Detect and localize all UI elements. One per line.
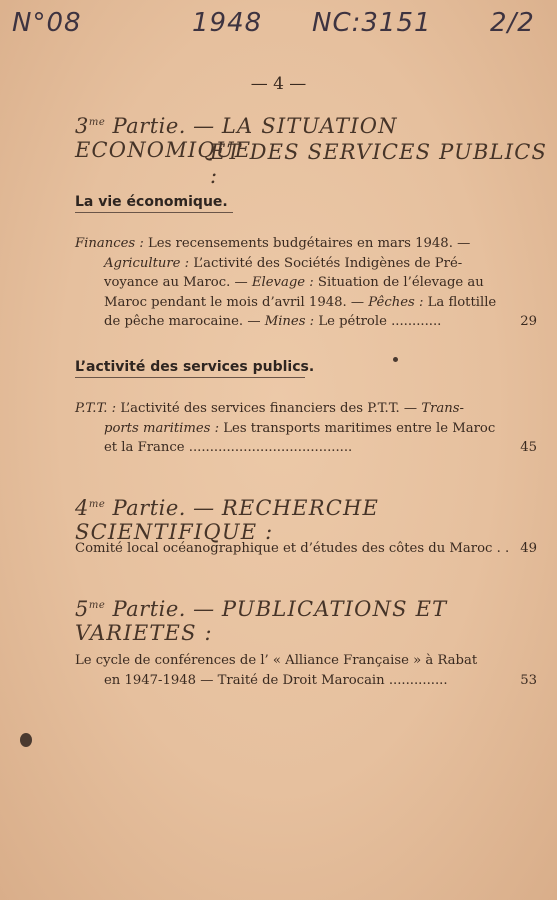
part4-label: Partie. — [112,496,215,520]
entry-text: en 1947-1948 — Traité de Droit Marocain .............. [104,672,448,688]
entry-text: de pêche marocaine. — [104,314,265,329]
entry-text: Le cycle de conférences de l’ « Alliance Française » à Rabat [75,653,478,668]
entry-keyword: Pêches : [368,294,424,310]
page-ref: 45 [520,440,537,455]
entry-text: Situation de l’élevage au [313,275,484,290]
entry-text: Les transports maritimes entre le Maroc [219,420,496,436]
entry-keyword: Agriculture : [104,255,190,271]
part3-title-line2-wrap [210,140,557,188]
part4-heading [75,496,557,544]
entry-keyword: Finances : [75,236,144,251]
page-ref: 29 [520,314,537,329]
entry-keyword: Elevage : [251,275,314,290]
entry-keyword: P.T.T. : [75,401,117,416]
part5-sup: me [88,600,106,611]
part3-ordinal: 3 [75,114,89,138]
section-underline [75,212,233,213]
section-heading-economic: La vie économique. [75,194,228,210]
part3-label: Partie. — [112,114,215,138]
part4-ordinal: 4 [75,496,89,520]
entry-keyword: ports maritimes : [104,420,220,436]
part3-title-line1: LA SITUATION ECONOMIQUE [75,114,398,162]
entry-text: Les recensements budgétaires en mars 1948. — [143,236,471,251]
entry-keyword: Trans- [421,401,464,416]
entry-keyword: Mines : [264,314,315,329]
part4-sup: me [88,499,106,510]
part5-heading [75,597,557,645]
toc-entry-research [75,539,537,559]
page-ref: 53 [520,672,537,688]
entry-text: voyance au Maroc. — [104,275,252,290]
handwritten-fraction: 2/2 [490,8,535,38]
entry-text: Le pétrole ............ [314,314,442,329]
toc-entry-economic [75,234,537,332]
part4-title: RECHERCHE SCIENTIFIQUE : [75,496,380,544]
entry-text: L’activité des services financiers des P.T.T. — [116,401,422,416]
page-ref: 49 [520,541,537,556]
handwritten-year: 1948 [192,8,263,38]
page-number: — 4 — [250,74,307,94]
section-heading-public-services: L’activité des services publics. [75,359,315,375]
section-underline [75,377,305,378]
entry-text: et la France ....................................... [104,440,353,455]
entry-text: Comité local océanographique et d’études des côtes du Maroc . . [75,541,510,556]
ink-spot [393,357,398,362]
part3-title-line2: ET DES SERVICES PUBLICS : [210,140,548,188]
part5-ordinal: 5 [75,597,89,621]
toc-entry-public-services [75,399,537,458]
part5-label: Partie. — [112,597,215,621]
entry-text: La flottille [423,294,497,310]
ink-spot [20,733,32,747]
handwritten-number: N°08 [12,8,82,38]
entry-text: L’activité des Sociétés Indigènes de Pré- [189,255,463,271]
part5-title: PUBLICATIONS ET VARIETES : [75,597,448,645]
handwritten-code: NC:3151 [312,8,432,38]
entry-text: Maroc pendant le mois d’avril 1948. — [104,294,369,310]
part3-sup: me [88,117,106,128]
toc-entry-publications [75,651,537,690]
